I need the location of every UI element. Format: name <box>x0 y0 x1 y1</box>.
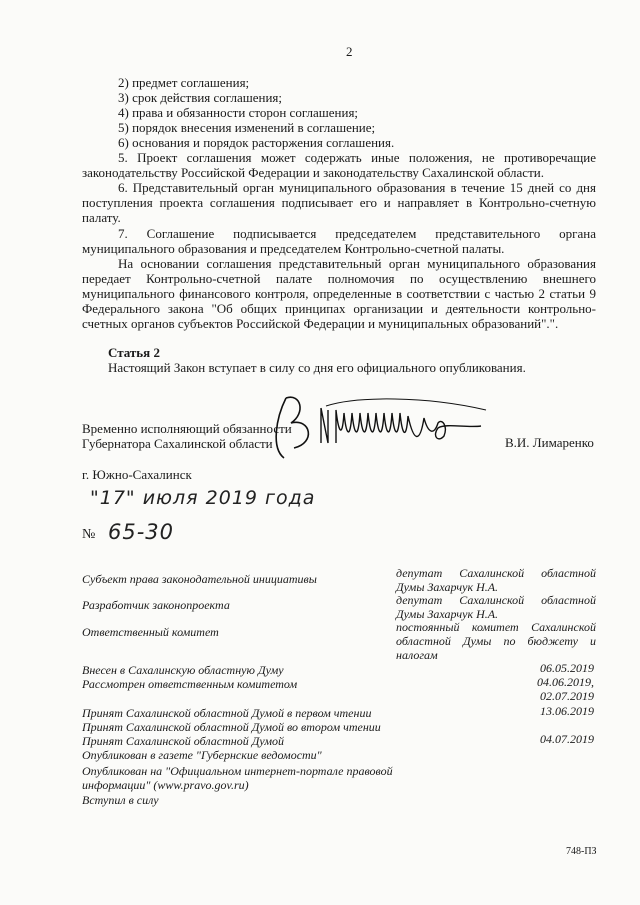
page-number: 2 <box>346 44 353 59</box>
meta-date: 04.07.2019 <box>540 732 594 746</box>
list-item: 2) предмет соглашения; <box>118 75 250 90</box>
meta-label: Принят Сахалинской областной Думой <box>82 734 285 748</box>
paragraph-line: Федерального закона "Об общих принципах организации и деятельности контрольно- <box>82 301 596 316</box>
article-title: Статья 2 <box>108 345 160 360</box>
paragraph-line: 7. Соглашение подписывается председателем представительного органа <box>118 226 596 241</box>
meta-label: Принят Сахалинской областной Думой во втором чтении <box>82 720 381 734</box>
meta-label: Опубликован на "Официальном интернет-портале правовой <box>82 764 393 778</box>
meta-label: Опубликован в газете "Губернские ведомости" <box>82 748 322 762</box>
handwritten-signature <box>266 388 496 468</box>
paragraph-line: передает Контрольно-счетной палате полномочия по осуществлению внешнего <box>82 271 596 286</box>
meta-label: Принят Сахалинской областной Думой в первом чтении <box>82 706 372 720</box>
paragraph-line: палату. <box>82 210 121 225</box>
meta-label: Рассмотрен ответственным комитетом <box>82 677 298 691</box>
meta-date: 06.05.2019 <box>540 661 594 675</box>
meta-value: постоянный комитет Сахалинской <box>396 620 596 634</box>
signatory-position: Временно исполняющий обязанности <box>82 421 292 436</box>
meta-date: 13.06.2019 <box>540 704 594 718</box>
paragraph-line: законодательству Российской Федерации и законодательству Сахалинской области. <box>82 165 544 180</box>
meta-value: налогам <box>396 648 438 662</box>
meta-value: Думы Захарчук Н.А. <box>396 580 499 594</box>
signatory-position: Губернатора Сахалинской области <box>82 436 273 451</box>
number-label: № <box>82 527 96 542</box>
meta-value: депутат Сахалинской областной <box>396 566 596 580</box>
list-item: 4) права и обязанности сторон соглашения; <box>118 105 359 120</box>
meta-value: областной Думы по бюджету и <box>396 634 596 648</box>
paragraph-line: 5. Проект соглашения может содержать иные положения, не противоречащие <box>118 150 596 165</box>
paragraph-line: счетных органов субъектов Российской Федерации и муниципальных образований".". <box>82 316 559 331</box>
article-text: Настоящий Закон вступает в силу со дня его официального опубликования. <box>108 360 526 375</box>
meta-value: депутат Сахалинской областной <box>396 593 596 607</box>
list-item: 3) срок действия соглашения; <box>118 90 283 105</box>
meta-date: 04.06.2019, <box>537 675 594 689</box>
meta-label: Вступил в силу <box>82 793 159 807</box>
paragraph-line: муниципального финансового контроля, определенные в соответствии с частью 2 статьи 9 <box>82 286 596 301</box>
city: г. Южно-Сахалинск <box>82 467 192 482</box>
list-item: 6) основания и порядок расторжения соглашения. <box>118 135 395 150</box>
meta-label: Внесен в Сахалинскую областную Думу <box>82 663 284 677</box>
handwritten-number: 65-30 <box>108 520 175 544</box>
paragraph-line: 6. Представительный орган муниципального образования в течение 15 дней со дня <box>118 180 596 195</box>
meta-label: Ответственный комитет <box>82 625 219 639</box>
signatory-name: В.И. Лимаренко <box>505 435 594 450</box>
meta-date: 02.07.2019 <box>540 689 594 703</box>
paragraph-line: поступления проекта соглашения подписывает его и направляет в Контрольно-счетную <box>82 195 596 210</box>
meta-value: Думы Захарчук Н.А. <box>396 607 499 621</box>
meta-label: Разработчик законопроекта <box>82 598 230 612</box>
handwritten-date: "17" июля 2019 года <box>90 487 316 509</box>
paragraph-line: муниципального образования и председателем Контрольно-счетной палаты. <box>82 241 505 256</box>
meta-label: Субъект права законодательной инициативы <box>82 572 317 586</box>
meta-label: информации" (www.pravo.gov.ru) <box>82 778 249 792</box>
document-code: 748-ПЗ <box>566 846 597 857</box>
paragraph-line: На основании соглашения представительный орган муниципального образования <box>118 256 596 271</box>
list-item: 5) порядок внесения изменений в соглашение; <box>118 120 376 135</box>
